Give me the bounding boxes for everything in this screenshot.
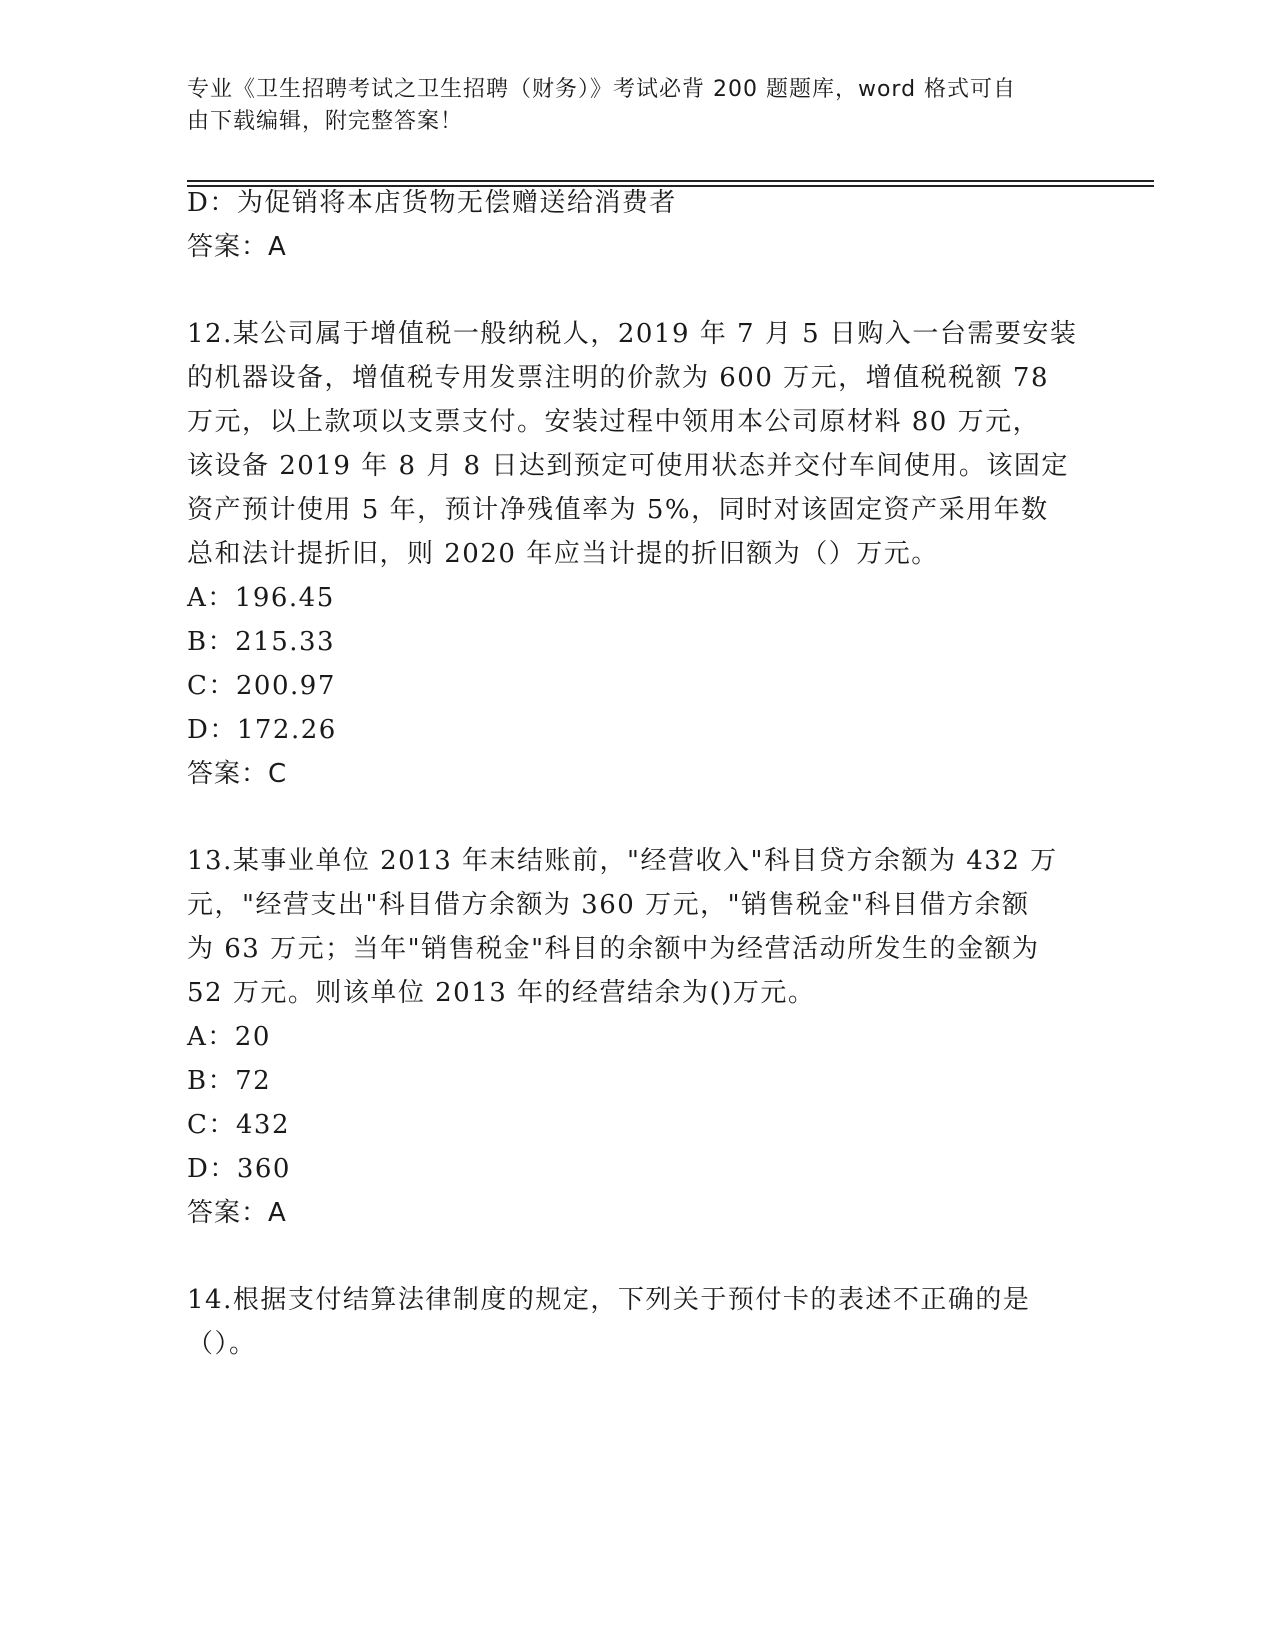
q13-stem-line: 元，"经营支出"科目借方余额为 360 万元，"销售税金"科目借方余额	[187, 890, 1030, 920]
q13-option-c: C：432	[187, 1110, 291, 1140]
header-line-2: 由下载编辑，附完整答案！	[187, 109, 464, 134]
q12-stem-line: 该设备 2019 年 8 月 8 日达到预定可使用状态并交付车间使用。该固定	[187, 451, 1069, 481]
q13-answer: 答案：A	[187, 1198, 287, 1228]
q11-answer: 答案：A	[187, 232, 287, 262]
q13-option-b: B：72	[187, 1066, 272, 1096]
q12-option-d: D：172.26	[187, 715, 337, 745]
q13-option-d: D：360	[187, 1154, 291, 1184]
q12-option-b: B：215.33	[187, 627, 336, 657]
q12-option-c: C：200.97	[187, 671, 336, 701]
q13-option-a: A：20	[187, 1022, 271, 1052]
q12-answer: 答案：C	[187, 759, 288, 789]
header-divider-top	[187, 180, 1154, 182]
q12-stem-line: 资产预计使用 5 年，预计净残值率为 5%，同时对该固定资产采用年数	[187, 495, 1049, 525]
q13-stem-line: 52 万元。则该单位 2013 年的经营结余为()万元。	[187, 978, 816, 1008]
q14-stem-line: （）。	[187, 1329, 257, 1359]
header-line-1: 专业《卫生招聘考试之卫生招聘（财务）》考试必背 200 题题库，word 格式可自	[187, 77, 1017, 102]
q12-stem-line: 12.某公司属于增值税一般纳税人，2019 年 7 月 5 日购入一台需要安装	[187, 319, 1078, 349]
q14-stem-line: 14.根据支付结算法律制度的规定，下列关于预付卡的表述不正确的是	[187, 1285, 1031, 1315]
document-header	[187, 74, 1067, 138]
q12-option-a: A：196.45	[187, 583, 335, 613]
q13-stem-line: 为 63 万元；当年"销售税金"科目的余额中为经营活动所发生的金额为	[187, 934, 1040, 964]
q13-stem-line: 13.某事业单位 2013 年末结账前，"经营收入"科目贷方余额为 432 万	[187, 846, 1058, 876]
q12-stem-line: 的机器设备，增值税专用发票注明的价款为 600 万元，增值税税额 78	[187, 363, 1050, 393]
q12-stem-line: 总和法计提折旧，则 2020 年应当计提的折旧额为（）万元。	[187, 539, 939, 569]
q12-stem-line: 万元，以上款项以支票支付。安装过程中领用本公司原材料 80 万元，	[187, 407, 1041, 437]
q11-option-d: D：为促销将本店货物无偿赠送给消费者	[187, 188, 677, 218]
